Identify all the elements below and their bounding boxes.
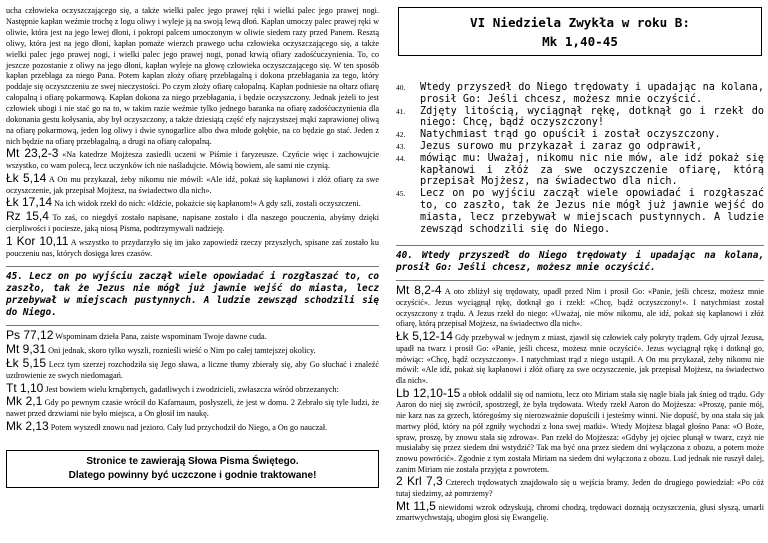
reference-entry: [396, 498, 764, 524]
reference-text: «Na katedrze Mojżesza zasiedli uczeni w Piśmie i faryzeusze. Czyńcie więc i zachowujcie wszystko, co wam polecą, lecz uczynków ich nie naśladujcie. Mówią bowiem, ale sami nie czynią.: [6, 149, 379, 170]
reference-label: Mt 11,5: [396, 498, 436, 513]
verse-text: Wtedy przyszedł do Niego trędowaty i upadając na kolana, prosił Go: Jeśli chcesz, możesz mnie oczyścić.: [420, 82, 764, 105]
reference-text: Lecz tym szerzej rozchodziła się Jego sława, a liczne tłumy zbierały się, aby Go słuchać i znaleźć uzdrowienie ze swych niedomagań.: [6, 359, 380, 380]
verse-quote: 40. Wtedy przyszedł do Niego trędowaty i upadając na kolana, prosił Go: Jeśli chcesz, możesz mnie oczyścić.: [396, 250, 764, 274]
verse-text: Lecz on po wyjściu zaczął wiele opowiadać i rozgłaszać to, co zaszło, tak że Jezus nie mógł już jawnie wejść do miasta, lecz przebywał w miejscach pustynnych. A ludzie zewsząd schodzili się do Niego.: [420, 188, 764, 235]
reference-label: 2 Krl 7,3: [396, 474, 443, 489]
gospel-verses: [396, 82, 764, 235]
reference-text: Wspominam dzieła Pana, zaiste wspominam Twoje dawne cuda.: [55, 331, 267, 341]
gospel-verse: [396, 188, 764, 235]
cross-reference-list: [396, 285, 764, 524]
reference-text: A oto zbliżył się trędowaty, upadł przed Nim i prosił Go: «Panie, jeśli chcesz, możesz mnie oczyścić». Jezus wyciągnął rękę, dotknął go i rzekł: «Chcę, bądź oczyszczony!». I natychmiast został oczyszczony z trądu. A Jezus rzekł do niego: «Uważaj, nie mów nikomu, ale idź, pokaż się kapłanowi i złóż ofiarę, którą przepisał Mojżesz, na świadectwo dla nich».: [396, 287, 765, 329]
verse-number: 40.: [396, 83, 406, 92]
reference-label: Łk 5,14: [6, 170, 47, 185]
reference-text: Potem wyszedł znowu nad jezioro. Cały lud przychodził do Niego, a On go nauczał.: [50, 423, 328, 433]
reference-label: Łk 17,14: [6, 195, 53, 210]
page-title: VI Niedziela Zwykła w roku B:: [470, 15, 690, 30]
footer-line-2: Dlatego powinny być uczczone i godnie traktowane!: [68, 470, 317, 482]
verse-text: Zdjęty litością, wyciągnął rękę, dotknął go i rzekł do niego: Chcę, bądź oczyszczony!: [420, 105, 764, 129]
reference-text: A wszystko to przydarzyło się im jako zapowiedź rzeczy przyszłych, spisane zaś zostało ku pouczeniu nas, których dosięga kres czasów.: [6, 238, 379, 259]
reference-label: Rz 15,4: [6, 209, 49, 224]
reference-entry: [6, 341, 379, 357]
reference-label: Łk 5,12-14: [396, 329, 453, 344]
reference-entry: [6, 170, 379, 197]
reference-entry: [6, 355, 380, 382]
reference-entry: [6, 197, 379, 210]
reference-entry: [6, 327, 379, 343]
reference-label: 1 Kor 10,11: [6, 234, 69, 249]
verse-number: 41.: [396, 106, 406, 116]
reference-entry: [6, 236, 379, 260]
reference-text: Oni jednak, skoro tylko wyszli, roznieśli wieść o Nim po całej tamtejszej okolicy.: [48, 345, 316, 355]
reference-text: Gdy po pewnym czasie wrócił do Kafarnaum, posłyszeli, że jest w domu. 2 Zebrało się tyle ludzi, że nawet przed drzwiami nie było miejsca, a On głosił im naukę.: [6, 398, 379, 419]
left-column: [6, 6, 379, 488]
gospel-verse: [396, 82, 764, 106]
divider: [396, 280, 764, 281]
page-subtitle: Mk 1,40-45: [542, 34, 618, 49]
reference-entry: [6, 145, 379, 172]
reference-entry: [6, 211, 379, 235]
reference-entry: [6, 421, 379, 434]
gospel-verse: [396, 153, 764, 188]
reference-entry: [396, 476, 764, 499]
verse-number: 42.: [396, 130, 406, 140]
reference-text: Gdy przebywał w jednym z miast, zjawił się człowiek cały pokryty trądem. Gdy ujrzał Jezusa, upadł na twarz i prosił Go: «Panie, jeśli chcesz, możesz mnie oczyścić». Jezus wyciągnął rękę i dotknął go, mówiąc: «Chcę, bądź oczyszczony». I natychmiast trąd z niego ustąpił. A On mu przykazał, żeby nikomu nie mówił: «Ale idź, pokaż się kapłanowi i złóż ofiarę za swe oczyszczenie, jak przepisał Mojżesz, na świadectwo dla nich».: [396, 333, 764, 385]
reference-label: Mt 9,31: [6, 341, 47, 356]
reference-label: Łk 5,15: [6, 355, 47, 370]
verse-text: Jezus surowo mu przykazał i zaraz go odprawił,: [420, 140, 703, 152]
intro-text: ucha człowieka oczyszczającego się, a także wielki palec jego prawej ręki i wielki palec jego prawej nogi. Następnie kapłan weźmie trochę z logu oliwy i wyleje ją na swoją lewą dłoń. Kapłan umoczy palec prawej ręki w oliwie, która jest na jego lewej dłoni, i pokropi palcem umoczonym w oliwie siedem razy przed Panem. Resztą oliwy, która jest na jego dłoni, kapłan pomaże wierzch prawego ucha człowieka oczyszczającego się, a także wielki palec jego prawej nogi, i wielki palec jego prawej nogi, ponad krwią ofiary zadośćuczynienia. To, co jeszcze pozostanie z oliwy na jego dłoni, kapłan wyleje na głowę człowieka oczyszczającego się. W ten sposób kapłan przebłaga za niego Pana. Potem kapłan złoży ofiarę przebłagalną i dokona przebłagania za tego, który poddaje się oczyszczeniu ze swej nieczystości. Po czym złoży ofiarę całopalną. Kapłan podniesie na ołtarz ofiarę całopalną i ofiarę pokarmową. Kapłan dokona za niego przebłagania, i będzie oczyszczony. Jednak jeżeli to jest człowiek ubogi i nie stać go na to, w takim razie weźmie tylko jednego baranka na ofiarę zadośćuczynienia dla dokonania gestu kołysania, aby był oczyszczony, a także dziesiątą część efy najczystszej mąki zaprawionej oliwą na ofiarę pokarmową, jeden log oliwy i dwie synogarlice albo dwa młode gołębie, na co będzie go stać. Jeden z nich będzie na ofiarę przebłagalną, a drugi na ofiarę całopalną.: [6, 6, 379, 146]
verse-number: 45.: [396, 189, 406, 199]
reference-entry: [396, 331, 764, 387]
verse-quote: 45. Lecz on po wyjściu zaczął wiele opowiadać i rozgłaszać to, co zaszło, tak że Jezus nie mógł już jawnie wejść do miasta, lecz przebywał w miejscach pustynnych. A ludzie zewsząd schodzili się do Niego.: [6, 270, 379, 318]
gospel-verse: [396, 106, 764, 130]
divider: [6, 266, 379, 267]
gospel-verse: [396, 129, 764, 141]
reference-text: A On mu przykazał, żeby nikomu nie mówił: «Ale idź, pokaż się kapłanowi i złóż ofiarę za swe oczyszczenie, jak przepisał Mojżesz, na świadectwo dla nich».: [6, 174, 379, 195]
verse-number: 44.: [396, 153, 406, 163]
verse-text: mówiąc mu: Uważaj, nikomu nic nie mów, ale idź pokaż się kapłanowi i złóż za swe oczyszczenie ofiarę, którą przepisał Mojżesz, na świadectwo dla nich.: [420, 152, 764, 188]
reference-entry: [396, 285, 764, 330]
reference-text: Czterech trędowatych znajdowało się u wejścia bramy. Jeden do drugiego powiedział: «Po cóż tutaj siedzimy, aż pomrzemy?: [396, 478, 764, 499]
reference-label: Mt 8,2-4: [396, 283, 442, 298]
reference-label: Mk 2,13: [6, 419, 49, 434]
reference-entry: [396, 385, 764, 476]
reference-text: Jest bowiem wielu krnąbrnych, gadatliwych i zwodzicieli, zwłaszcza wśród obrzezanych:: [45, 384, 339, 394]
reference-label: Tt 1,10: [6, 380, 44, 395]
footer-notice: [6, 450, 379, 488]
reference-entry: [6, 380, 379, 396]
gospel-verse: [396, 141, 764, 153]
title-box: [398, 7, 762, 56]
reference-entry: [6, 396, 379, 420]
verse-number: 43.: [396, 141, 406, 151]
reference-label: Mk 2,1: [6, 394, 43, 409]
reference-text: Na ich widok rzekł do nich: «Idźcie, pokażcie się kapłanom!» A gdy szli, zostali oczyszczeni.: [54, 199, 361, 209]
reference-text: To zaś, co niegdyś zostało napisane, napisane zostało i dla naszego pouczenia, abyśmy dzięki cierpliwości i pociesze, jaką niosą Pisma, podtrzymywali nadzieję.: [6, 213, 380, 234]
reference-text: niewidomi wzrok odzyskują, chromi chodzą, trędowaci doznają oczyszczenia, głusi słyszą, umarli zmartwychwstają, ubogim głosi się Ewangelię.: [396, 502, 764, 523]
reference-label: Mt 23,2-3: [6, 145, 59, 160]
cross-reference-list-2: [6, 327, 380, 434]
reference-label: Ps 77,12: [6, 327, 54, 342]
verse-text: Natychmiast trąd go opuścił i został oczyszczony.: [420, 129, 721, 141]
reference-text: a obłok oddalił się od namiotu, lecz oto Miriam stała się nagle biała jak śnieg od trądu. Gdy Aaron do niej się zwrócił, spostrzegł, że była trędowata. Wtedy rzekł Aaron do Mojżesza: «Proszę, panie mój, nie karz nas za grzech, któregośmy się nierozważnie dopuścili i jesteśmy winni. Nie dopuść, by ona stała się jak martwy płód, który na pół zgniły wychodzi z łona swej matki». Wtedy Mojżesz błagał głośno Pana: «O Boże, spraw, proszę, by znowu stała się zdrowa». Pan rzekł do Mojżesza: «Gdyby jej ojciec plunął w twarz, czyż nie musiałaby się przez siedem dni wstydzić? Tak ma być ona przez siedem dni wyłączona z obozu, a potem może znowu powrócić». Zgodnie z tym została Miriam na siedem dni wyłączona z obozu. Lud jednak nie ruszył dalej, zanim Miriam nie została przyjęta z powrotem.: [396, 389, 764, 474]
reference-label: Lb 12,10-15: [396, 385, 461, 400]
cross-reference-list: [6, 145, 380, 260]
footer-line-1: Stronice te zawierają Słowa Pisma Świętego.: [86, 456, 299, 468]
right-column: [396, 6, 764, 525]
divider: [396, 245, 764, 246]
divider: [6, 325, 379, 326]
